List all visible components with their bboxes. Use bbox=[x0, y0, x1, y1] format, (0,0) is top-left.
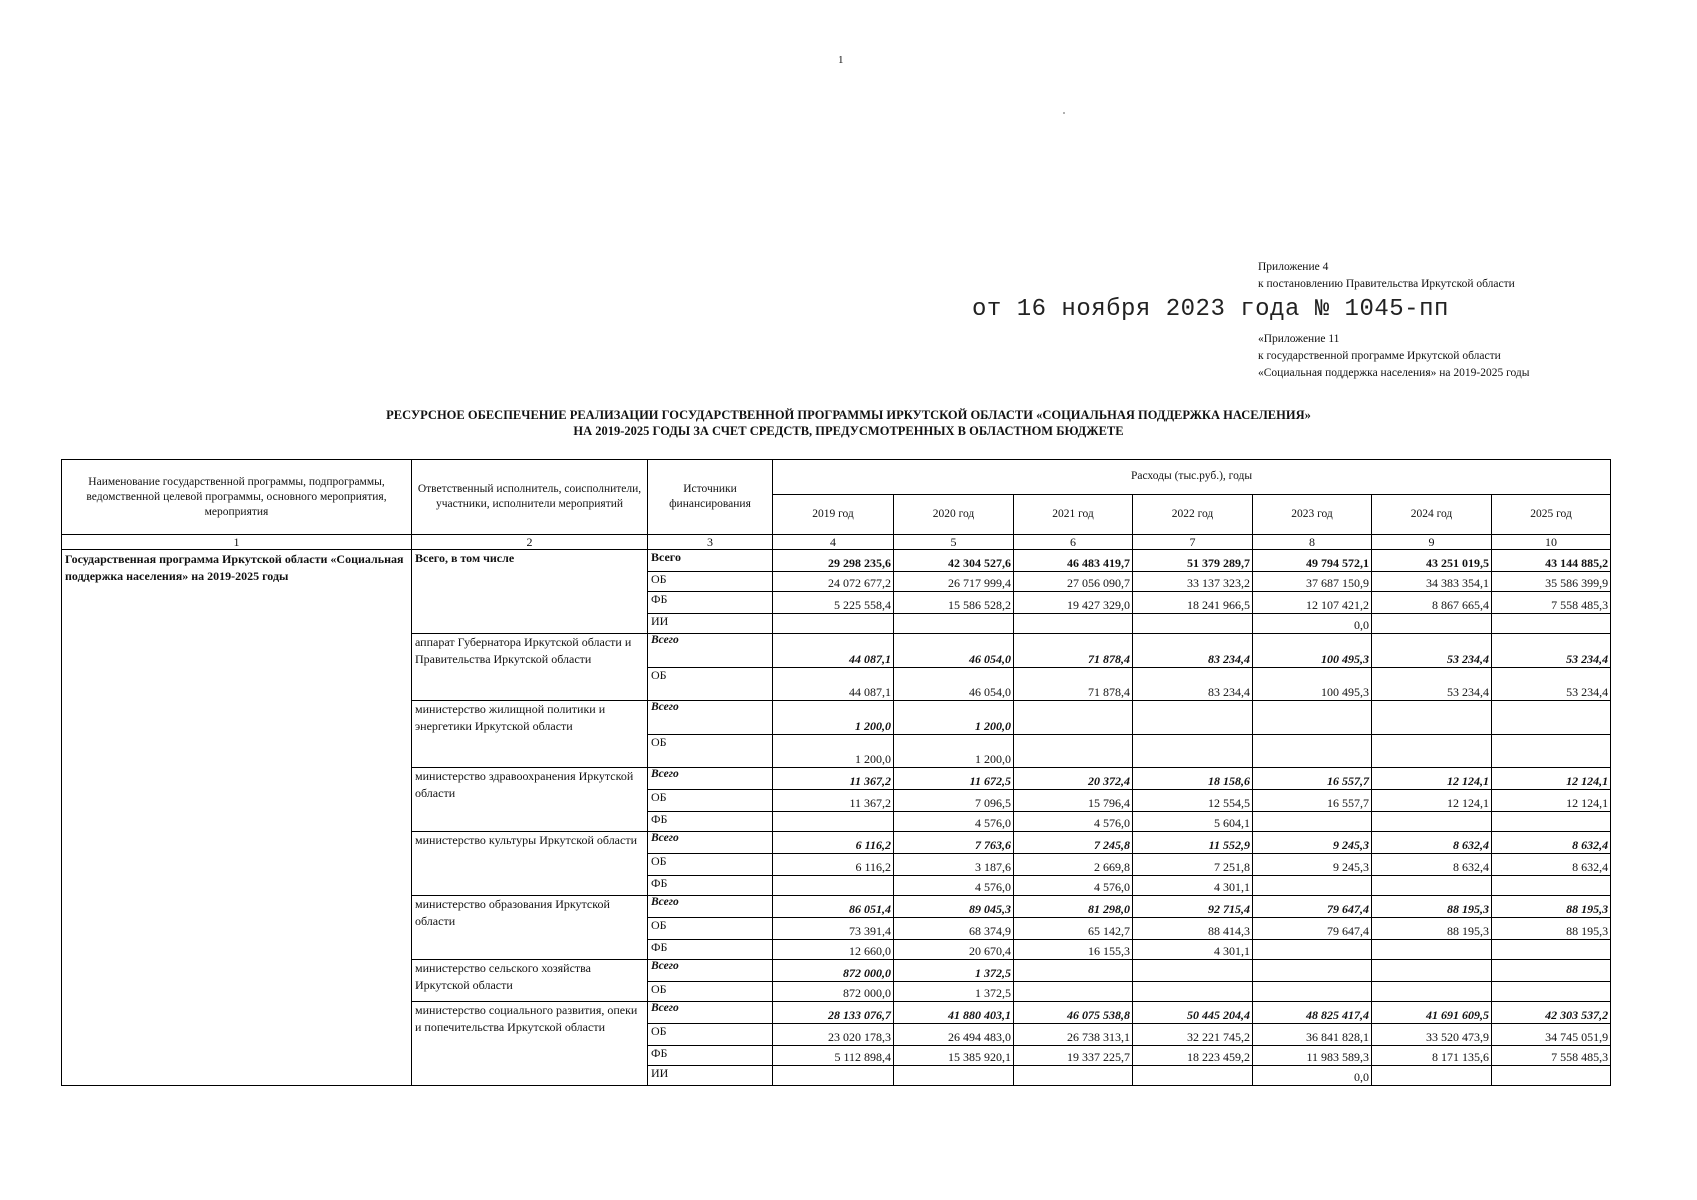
value-cell bbox=[1253, 876, 1372, 896]
value-cell: 5 225 558,4 bbox=[773, 592, 894, 614]
appendix2-label: «Приложение 11 bbox=[1258, 333, 1340, 345]
value-cell: 33 137 323,2 bbox=[1133, 572, 1253, 592]
funding-source-cell: ФБ bbox=[648, 812, 773, 832]
column-index: 4 bbox=[773, 535, 894, 550]
value-cell bbox=[894, 1066, 1014, 1086]
value-cell bbox=[1372, 960, 1492, 982]
funding-source-cell: ОБ bbox=[648, 668, 773, 701]
value-cell bbox=[1014, 982, 1133, 1002]
value-cell: 7 245,8 bbox=[1014, 832, 1133, 854]
executor-cell: министерство социального развития, опеки и попечительства Иркутской области bbox=[412, 1002, 648, 1086]
value-cell: 1 200,0 bbox=[894, 735, 1014, 768]
value-cell bbox=[1014, 614, 1133, 634]
value-cell: 83 234,4 bbox=[1133, 668, 1253, 701]
value-cell bbox=[1133, 960, 1253, 982]
value-cell: 89 045,3 bbox=[894, 896, 1014, 918]
value-cell: 2 669,8 bbox=[1014, 854, 1133, 876]
value-cell bbox=[1253, 735, 1372, 768]
value-cell: 4 576,0 bbox=[894, 876, 1014, 896]
value-cell bbox=[773, 614, 894, 634]
resolution-reference: к постановлению Правительства Иркутской области bbox=[1258, 278, 1515, 290]
header-year: 2023 год bbox=[1253, 495, 1372, 535]
value-cell bbox=[1133, 1066, 1253, 1086]
column-index: 3 bbox=[648, 535, 773, 550]
value-cell: 46 054,0 bbox=[894, 668, 1014, 701]
value-cell: 26 717 999,4 bbox=[894, 572, 1014, 592]
value-cell: 15 796,4 bbox=[1014, 790, 1133, 812]
value-cell: 6 116,2 bbox=[773, 854, 894, 876]
value-cell: 43 144 885,2 bbox=[1492, 550, 1611, 572]
value-cell: 7 251,8 bbox=[1133, 854, 1253, 876]
value-cell: 16 557,7 bbox=[1253, 790, 1372, 812]
funding-source-cell: ОБ bbox=[648, 982, 773, 1002]
column-index: 2 bbox=[412, 535, 648, 550]
header-year: 2024 год bbox=[1372, 495, 1492, 535]
value-cell bbox=[1492, 614, 1611, 634]
column-index: 8 bbox=[1253, 535, 1372, 550]
value-cell: 15 385 920,1 bbox=[894, 1046, 1014, 1066]
value-cell: 4 576,0 bbox=[1014, 812, 1133, 832]
document-title bbox=[0, 407, 1697, 439]
value-cell: 16 557,7 bbox=[1253, 768, 1372, 790]
value-cell: 15 586 528,2 bbox=[894, 592, 1014, 614]
value-cell: 5 604,1 bbox=[1133, 812, 1253, 832]
value-cell: 11 367,2 bbox=[773, 790, 894, 812]
value-cell: 8 632,4 bbox=[1372, 832, 1492, 854]
value-cell: 50 445 204,4 bbox=[1133, 1002, 1253, 1024]
funding-source-cell: Всего bbox=[648, 896, 773, 918]
value-cell: 73 391,4 bbox=[773, 918, 894, 940]
value-cell: 20 670,4 bbox=[894, 940, 1014, 960]
value-cell: 81 298,0 bbox=[1014, 896, 1133, 918]
value-cell bbox=[1372, 701, 1492, 735]
value-cell bbox=[1133, 982, 1253, 1002]
header-year: 2020 год bbox=[894, 495, 1014, 535]
value-cell: 33 520 473,9 bbox=[1372, 1024, 1492, 1046]
value-cell: 100 495,3 bbox=[1253, 634, 1372, 668]
value-cell: 12 124,1 bbox=[1492, 768, 1611, 790]
value-cell bbox=[1492, 1066, 1611, 1086]
funding-source-cell: ФБ bbox=[648, 592, 773, 614]
title-line-1: РЕСУРСНОЕ ОБЕСПЕЧЕНИЕ РЕАЛИЗАЦИИ ГОСУДАРСТВЕННОЙ ПРОГРАММЫ ИРКУТСКОЙ ОБЛАСТИ «СОЦИАЛЬНАЯ ПОДДЕРЖКА НАСЕЛЕНИЯ» bbox=[386, 408, 1311, 422]
value-cell: 7 558 485,3 bbox=[1492, 592, 1611, 614]
funding-source-cell: ИИ bbox=[648, 1066, 773, 1086]
value-cell bbox=[1014, 701, 1133, 735]
value-cell: 1 200,0 bbox=[773, 701, 894, 735]
value-cell: 7 763,6 bbox=[894, 832, 1014, 854]
value-cell: 88 414,3 bbox=[1133, 918, 1253, 940]
value-cell: 872 000,0 bbox=[773, 960, 894, 982]
value-cell: 32 221 745,2 bbox=[1133, 1024, 1253, 1046]
value-cell bbox=[1014, 735, 1133, 768]
value-cell: 8 867 665,4 bbox=[1372, 592, 1492, 614]
title-line-2: НА 2019-2025 ГОДЫ ЗА СЧЕТ СРЕДСТВ, ПРЕДУСМОТРЕННЫХ В ОБЛАСТНОМ БЮДЖЕТЕ bbox=[573, 424, 1124, 438]
value-cell: 44 087,1 bbox=[773, 668, 894, 701]
decree-stamp: от 16 ноября 2023 года № 1045-пп bbox=[972, 296, 1449, 323]
funding-source-cell: Всего bbox=[648, 832, 773, 854]
funding-source-cell: ИИ bbox=[648, 614, 773, 634]
header-executor: Ответственный исполнитель, соисполнители, участники, исполнители мероприятий bbox=[412, 460, 648, 535]
value-cell: 53 234,4 bbox=[1372, 668, 1492, 701]
header-year: 2021 год bbox=[1014, 495, 1133, 535]
value-cell: 12 124,1 bbox=[1492, 790, 1611, 812]
value-cell: 43 251 019,5 bbox=[1372, 550, 1492, 572]
value-cell bbox=[1372, 1066, 1492, 1086]
value-cell: 41 880 403,1 bbox=[894, 1002, 1014, 1024]
value-cell bbox=[1372, 614, 1492, 634]
value-cell: 26 494 483,0 bbox=[894, 1024, 1014, 1046]
column-index: 10 bbox=[1492, 535, 1611, 550]
value-cell bbox=[1492, 960, 1611, 982]
page-number: 1 bbox=[838, 54, 844, 66]
column-index-row bbox=[62, 535, 1611, 550]
value-cell bbox=[894, 614, 1014, 634]
funding-source-cell: Всего bbox=[648, 634, 773, 668]
value-cell: 46 483 419,7 bbox=[1014, 550, 1133, 572]
value-cell: 49 794 572,1 bbox=[1253, 550, 1372, 572]
header-expenses: Расходы (тыс.руб.), годы bbox=[773, 460, 1611, 495]
value-cell bbox=[1133, 735, 1253, 768]
header-year: 2022 год bbox=[1133, 495, 1253, 535]
value-cell: 65 142,7 bbox=[1014, 918, 1133, 940]
value-cell: 41 691 609,5 bbox=[1372, 1002, 1492, 1024]
value-cell bbox=[1253, 701, 1372, 735]
value-cell bbox=[1492, 735, 1611, 768]
header-funding-source: Источники финансирования bbox=[648, 460, 773, 535]
value-cell bbox=[773, 1066, 894, 1086]
funding-source-cell: Всего bbox=[648, 768, 773, 790]
value-cell: 71 878,4 bbox=[1014, 634, 1133, 668]
value-cell bbox=[773, 812, 894, 832]
value-cell: 29 298 235,6 bbox=[773, 550, 894, 572]
value-cell bbox=[1372, 876, 1492, 896]
executor-cell: аппарат Губернатора Иркутской области и Правительства Иркутской области bbox=[412, 634, 648, 701]
value-cell bbox=[1253, 940, 1372, 960]
value-cell: 1 372,5 bbox=[894, 982, 1014, 1002]
value-cell: 53 234,4 bbox=[1492, 634, 1611, 668]
value-cell: 79 647,4 bbox=[1253, 896, 1372, 918]
value-cell: 37 687 150,9 bbox=[1253, 572, 1372, 592]
executor-cell: министерство культуры Иркутской области bbox=[412, 832, 648, 896]
funding-source-cell: ОБ bbox=[648, 854, 773, 876]
value-cell: 51 379 289,7 bbox=[1133, 550, 1253, 572]
value-cell bbox=[1492, 876, 1611, 896]
value-cell: 1 372,5 bbox=[894, 960, 1014, 982]
funding-source-cell: ФБ bbox=[648, 876, 773, 896]
value-cell: 42 303 537,2 bbox=[1492, 1002, 1611, 1024]
column-index: 1 bbox=[62, 535, 412, 550]
value-cell: 7 096,5 bbox=[894, 790, 1014, 812]
value-cell bbox=[1372, 940, 1492, 960]
value-cell: 11 983 589,3 bbox=[1253, 1046, 1372, 1066]
value-cell: 11 672,5 bbox=[894, 768, 1014, 790]
value-cell: 68 374,9 bbox=[894, 918, 1014, 940]
value-cell: 19 337 225,7 bbox=[1014, 1046, 1133, 1066]
value-cell bbox=[773, 876, 894, 896]
funding-source-cell: ОБ bbox=[648, 790, 773, 812]
value-cell: 34 383 354,1 bbox=[1372, 572, 1492, 592]
value-cell: 35 586 399,9 bbox=[1492, 572, 1611, 592]
value-cell bbox=[1492, 701, 1611, 735]
value-cell: 7 558 485,3 bbox=[1492, 1046, 1611, 1066]
funding-source-cell: Всего bbox=[648, 701, 773, 735]
value-cell: 11 367,2 bbox=[773, 768, 894, 790]
funding-source-cell: ОБ bbox=[648, 1024, 773, 1046]
executor-cell: Всего, в том числе bbox=[412, 550, 648, 634]
value-cell bbox=[1253, 982, 1372, 1002]
value-cell: 34 745 051,9 bbox=[1492, 1024, 1611, 1046]
value-cell: 71 878,4 bbox=[1014, 668, 1133, 701]
value-cell: 79 647,4 bbox=[1253, 918, 1372, 940]
value-cell: 88 195,3 bbox=[1492, 918, 1611, 940]
value-cell: 88 195,3 bbox=[1372, 918, 1492, 940]
table-row bbox=[62, 550, 1611, 572]
value-cell bbox=[1372, 812, 1492, 832]
value-cell: 88 195,3 bbox=[1492, 896, 1611, 918]
value-cell: 12 124,1 bbox=[1372, 768, 1492, 790]
funding-source-cell: Всего bbox=[648, 960, 773, 982]
funding-source-cell: ОБ bbox=[648, 918, 773, 940]
value-cell: 9 245,3 bbox=[1253, 854, 1372, 876]
value-cell: 11 552,9 bbox=[1133, 832, 1253, 854]
value-cell bbox=[1253, 812, 1372, 832]
value-cell: 26 738 313,1 bbox=[1014, 1024, 1133, 1046]
value-cell: 36 841 828,1 bbox=[1253, 1024, 1372, 1046]
header-program-name: Наименование государственной программы, подпрограммы, ведомственной целевой программы, основного мероприятия, мероприятия bbox=[62, 460, 412, 535]
program-appendix-header bbox=[1258, 331, 1530, 382]
value-cell: 18 241 966,5 bbox=[1133, 592, 1253, 614]
value-cell: 0,0 bbox=[1253, 1066, 1372, 1086]
value-cell: 16 155,3 bbox=[1014, 940, 1133, 960]
executor-cell: министерство сельского хозяйства Иркутской области bbox=[412, 960, 648, 1002]
value-cell: 19 427 329,0 bbox=[1014, 592, 1133, 614]
value-cell: 872 000,0 bbox=[773, 982, 894, 1002]
executor-cell: министерство жилищной политики и энергетики Иркутской области bbox=[412, 701, 648, 768]
value-cell: 12 124,1 bbox=[1372, 790, 1492, 812]
column-index: 5 bbox=[894, 535, 1014, 550]
value-cell: 6 116,2 bbox=[773, 832, 894, 854]
funding-source-cell: ФБ bbox=[648, 1046, 773, 1066]
value-cell bbox=[1492, 940, 1611, 960]
value-cell: 8 171 135,6 bbox=[1372, 1046, 1492, 1066]
value-cell: 4 301,1 bbox=[1133, 876, 1253, 896]
value-cell: 48 825 417,4 bbox=[1253, 1002, 1372, 1024]
value-cell: 4 576,0 bbox=[894, 812, 1014, 832]
funding-source-cell: ФБ bbox=[648, 940, 773, 960]
value-cell: 53 234,4 bbox=[1372, 634, 1492, 668]
value-cell bbox=[1372, 735, 1492, 768]
value-cell: 8 632,4 bbox=[1372, 854, 1492, 876]
value-cell: 44 087,1 bbox=[773, 634, 894, 668]
value-cell: 4 301,1 bbox=[1133, 940, 1253, 960]
value-cell bbox=[1372, 982, 1492, 1002]
value-cell: 18 223 459,2 bbox=[1133, 1046, 1253, 1066]
appendix-label: Приложение 4 bbox=[1258, 261, 1329, 273]
column-index: 7 bbox=[1133, 535, 1253, 550]
value-cell: 46 075 538,8 bbox=[1014, 1002, 1133, 1024]
funding-source-cell: Всего bbox=[648, 550, 773, 572]
program-name-cell: Государственная программа Иркутской области «Социальная поддержка населения» на 2019-2025 годы bbox=[62, 550, 412, 1086]
value-cell: 100 495,3 bbox=[1253, 668, 1372, 701]
value-cell: 20 372,4 bbox=[1014, 768, 1133, 790]
table-body bbox=[62, 550, 1611, 1086]
value-cell: 1 200,0 bbox=[894, 701, 1014, 735]
value-cell: 92 715,4 bbox=[1133, 896, 1253, 918]
value-cell: 28 133 076,7 bbox=[773, 1002, 894, 1024]
value-cell bbox=[1133, 701, 1253, 735]
executor-cell: министерство образования Иркутской области bbox=[412, 896, 648, 960]
value-cell: 18 158,6 bbox=[1133, 768, 1253, 790]
value-cell bbox=[1014, 960, 1133, 982]
header-year: 2025 год bbox=[1492, 495, 1611, 535]
value-cell: 12 107 421,2 bbox=[1253, 592, 1372, 614]
value-cell: 83 234,4 bbox=[1133, 634, 1253, 668]
value-cell: 4 576,0 bbox=[1014, 876, 1133, 896]
funding-source-cell: ОБ bbox=[648, 572, 773, 592]
program-reference: к государственной программе Иркутской области bbox=[1258, 350, 1501, 362]
value-cell: 86 051,4 bbox=[773, 896, 894, 918]
resource-table bbox=[61, 459, 1611, 1086]
value-cell: 3 187,6 bbox=[894, 854, 1014, 876]
value-cell: 9 245,3 bbox=[1253, 832, 1372, 854]
value-cell: 88 195,3 bbox=[1372, 896, 1492, 918]
value-cell: 27 056 090,7 bbox=[1014, 572, 1133, 592]
value-cell: 5 112 898,4 bbox=[773, 1046, 894, 1066]
value-cell: 12 660,0 bbox=[773, 940, 894, 960]
value-cell: 12 554,5 bbox=[1133, 790, 1253, 812]
column-index: 9 bbox=[1372, 535, 1492, 550]
value-cell: 8 632,4 bbox=[1492, 854, 1611, 876]
value-cell bbox=[1492, 982, 1611, 1002]
executor-cell: министерство здравоохранения Иркутской области bbox=[412, 768, 648, 832]
value-cell: 46 054,0 bbox=[894, 634, 1014, 668]
value-cell: 53 234,4 bbox=[1492, 668, 1611, 701]
value-cell bbox=[1133, 614, 1253, 634]
value-cell: 24 072 677,2 bbox=[773, 572, 894, 592]
funding-source-cell: Всего bbox=[648, 1002, 773, 1024]
value-cell bbox=[1014, 1066, 1133, 1086]
value-cell bbox=[1492, 812, 1611, 832]
value-cell bbox=[1253, 960, 1372, 982]
value-cell: 23 020 178,3 bbox=[773, 1024, 894, 1046]
value-cell: 8 632,4 bbox=[1492, 832, 1611, 854]
value-cell: 42 304 527,6 bbox=[894, 550, 1014, 572]
appendix-header bbox=[1258, 259, 1515, 293]
funding-source-cell: ОБ bbox=[648, 735, 773, 768]
column-index: 6 bbox=[1014, 535, 1133, 550]
value-cell: 1 200,0 bbox=[773, 735, 894, 768]
scan-speck bbox=[1063, 112, 1065, 114]
header-year: 2019 год bbox=[773, 495, 894, 535]
value-cell: 0,0 bbox=[1253, 614, 1372, 634]
program-name: «Социальная поддержка населения» на 2019-2025 годы bbox=[1258, 367, 1530, 379]
